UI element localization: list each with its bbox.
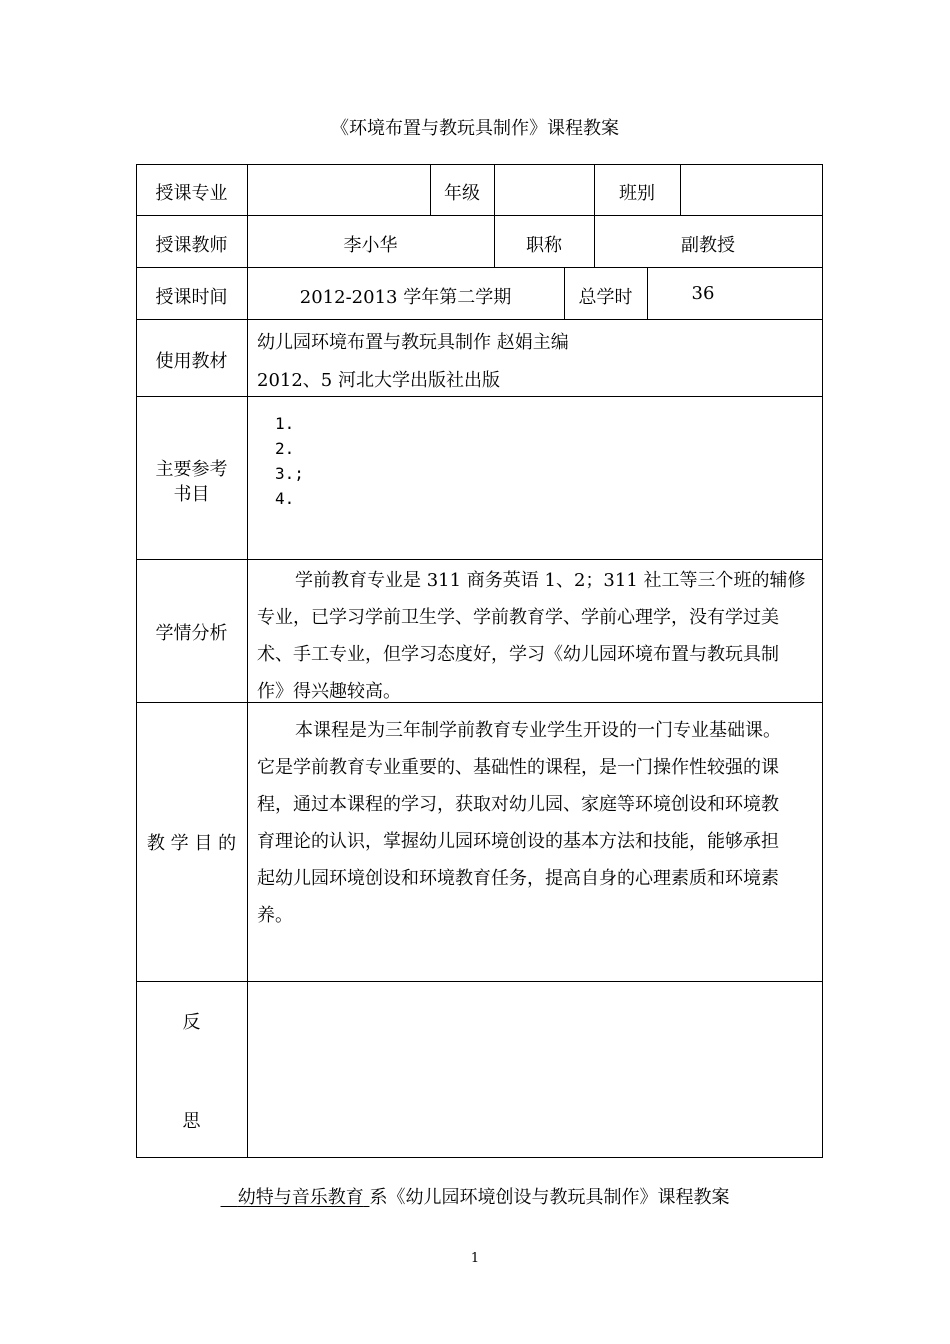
goal-label: 教 学 目 的 — [146, 833, 237, 854]
table-rule — [680, 164, 681, 216]
textbook-label: 使用教材 — [155, 351, 228, 372]
analysis-line: 术、手工专业，但学习态度好，学习《幼儿园环境布置与教玩具制 — [257, 644, 779, 665]
analysis-text — [257, 562, 817, 710]
goal-line: 它是学前教育专业重要的、基础性的课程，是一门操作性较强的课 — [257, 757, 779, 778]
table-rule — [247, 164, 248, 1158]
goal-line: 程，通过本课程的学习，获取对幼儿园、家庭等环境创设和环境教 — [257, 794, 779, 815]
footer-text: 系《幼儿园环境创设与教玩具制作》课程教案 — [369, 1187, 730, 1208]
table-rule — [494, 164, 495, 216]
job-title-value: 副教授 — [681, 235, 735, 256]
table-rule — [136, 396, 823, 397]
page-number: 1 — [470, 1251, 480, 1266]
table-rule — [136, 267, 823, 268]
hours-label: 总学时 — [578, 287, 633, 308]
list-item: 1. — [275, 414, 295, 433]
footer-department: 幼特与音乐教育 — [237, 1187, 364, 1208]
teacher-label: 授课教师 — [155, 235, 228, 256]
analysis-line: 学前教育专业是 311 商务英语 1、2；311 社工等三个班的辅修 — [295, 570, 806, 591]
table-rule — [822, 164, 823, 1158]
list-item: 3.; — [275, 464, 304, 483]
references-list — [275, 411, 304, 511]
grade-label: 年级 — [444, 183, 480, 204]
table-rule — [136, 164, 823, 165]
teacher-value: 李小华 — [343, 235, 398, 256]
goal-line: 本课程是为三年制学前教育专业学生开设的一门专业基础课。 — [295, 720, 781, 741]
goal-line: 育理论的认识，掌握幼儿园环境创设的基本方法和技能，能够承担 — [257, 831, 779, 852]
hours-value: 36 — [691, 283, 715, 304]
goal-line: 养。 — [257, 905, 293, 926]
list-item: 2. — [275, 439, 295, 458]
table-rule — [136, 981, 823, 982]
time-value: 2012-2013 学年第二学期 — [299, 287, 512, 308]
footer — [0, 1183, 950, 1209]
table-rule — [136, 319, 823, 320]
textbook-line: 2012、5 河北大学出版社出版 — [257, 370, 500, 391]
document-title: 《环境布置与教玩具制作》课程教案 — [331, 118, 619, 139]
job-title-label: 职称 — [526, 235, 562, 256]
major-label: 授课专业 — [155, 183, 228, 204]
analysis-label: 学情分析 — [155, 623, 228, 644]
references-label: 主要参考 — [155, 459, 228, 480]
reflection-label: 思 — [182, 1111, 201, 1132]
analysis-line: 作》得兴趣较高。 — [257, 681, 401, 702]
table-rule — [136, 215, 823, 216]
reflection-label: 反 — [182, 1012, 201, 1033]
textbook-line: 幼儿园环境布置与教玩具制作 赵娟主编 — [257, 332, 569, 353]
table-rule — [136, 559, 823, 560]
goal-text — [257, 712, 817, 934]
analysis-line: 专业，已学习学前卫生学、学前教育学、学前心理学，没有学过美 — [257, 607, 779, 628]
time-label: 授课时间 — [155, 287, 228, 308]
class-label: 班别 — [619, 183, 655, 204]
table-rule — [136, 1157, 823, 1158]
goal-line: 起幼儿园环境创设和环境教育任务，提高自身的心理素质和环境素 — [257, 868, 779, 889]
list-item: 4. — [275, 489, 295, 508]
references-label: 书目 — [173, 484, 210, 505]
